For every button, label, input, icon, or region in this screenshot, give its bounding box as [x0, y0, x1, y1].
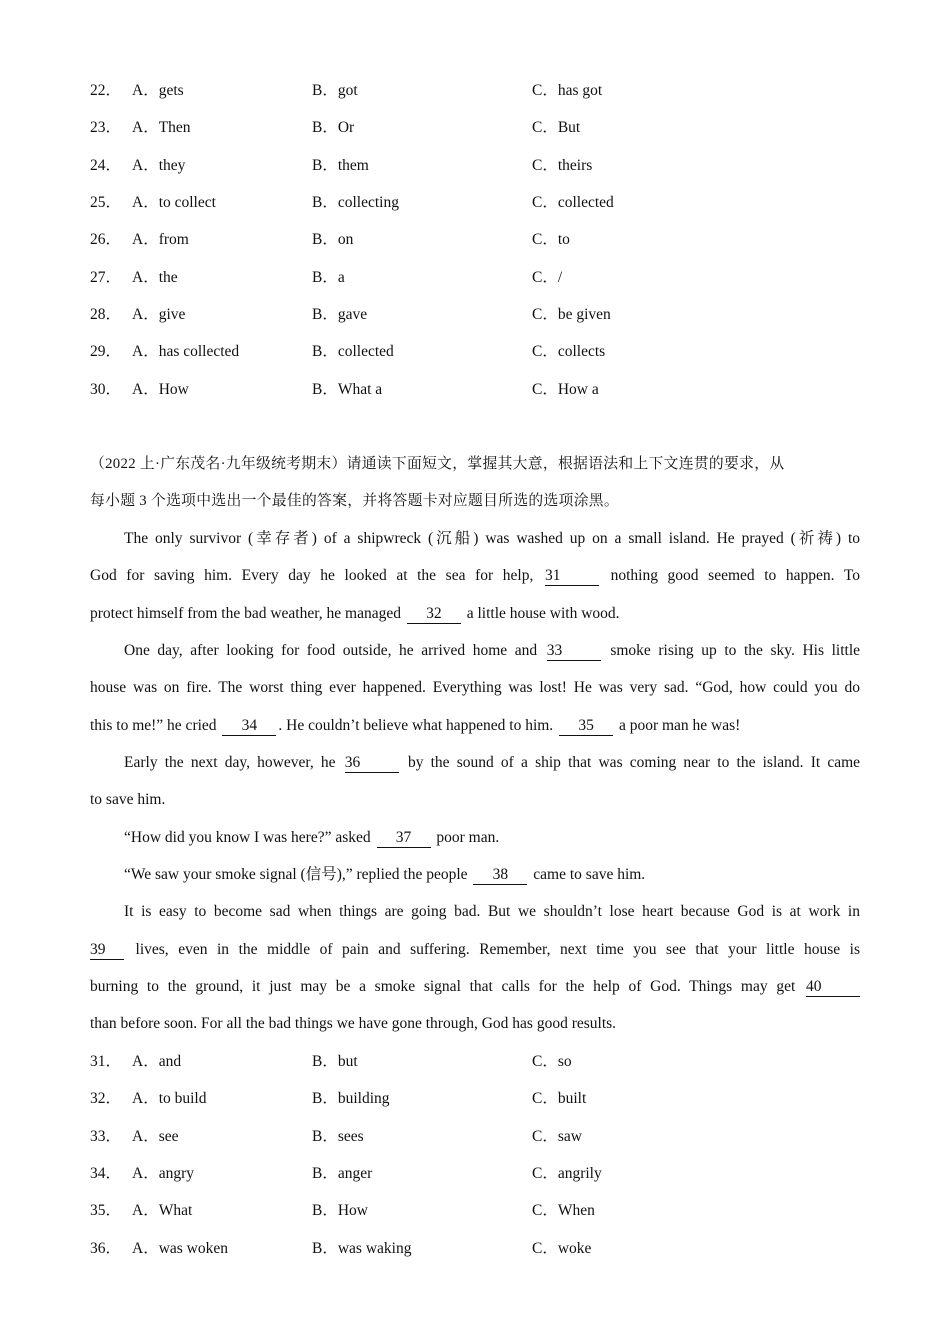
- option-c: C．angrily: [532, 1165, 602, 1182]
- option-b: B．on: [312, 231, 354, 248]
- option-b: B．gave: [312, 306, 368, 323]
- passage-text: One day, after looking for food outside, he arrived home and: [124, 642, 538, 659]
- option-c: C．be given: [532, 306, 611, 323]
- question-number: 34．: [90, 1165, 122, 1182]
- question-number: 29．: [90, 343, 122, 360]
- option-a: A．What: [132, 1202, 193, 1219]
- passage-text: a little house with wood.: [466, 605, 620, 622]
- question-number: 23．: [90, 119, 122, 136]
- option-c: C．collected: [532, 194, 614, 211]
- blank-36: 36: [345, 754, 399, 773]
- option-a: A．Then: [132, 119, 191, 136]
- option-b: B．but: [312, 1053, 358, 1070]
- passage-line: [90, 603, 860, 625]
- passage-line: [90, 976, 860, 998]
- passage-text: “We saw your smoke signal (信号),” replied the people: [124, 866, 468, 883]
- option-b: B．sees: [312, 1128, 364, 1145]
- option-b: B．collected: [312, 343, 394, 360]
- option-c: C．has got: [532, 82, 603, 99]
- option-b: B．a: [312, 269, 345, 286]
- option-b: B．anger: [312, 1165, 373, 1182]
- passage-line: [90, 939, 860, 961]
- option-a: A．angry: [132, 1165, 194, 1182]
- question-number: 26．: [90, 231, 122, 248]
- passage-line: to save him.: [90, 791, 166, 808]
- option-a: A．and: [132, 1053, 182, 1070]
- option-c: C．woke: [532, 1240, 592, 1257]
- option-a: A．give: [132, 306, 186, 323]
- passage-line: [124, 640, 860, 662]
- question-number: 24．: [90, 157, 122, 174]
- question-number: 28．: [90, 306, 122, 323]
- passage-text: nothing good seemed to happen. To: [610, 567, 861, 584]
- blank-35: 35: [559, 717, 613, 736]
- option-a: A．gets: [132, 82, 184, 99]
- blank-38: 38: [473, 866, 527, 885]
- option-c: C．theirs: [532, 157, 593, 174]
- question-number: 30．: [90, 381, 122, 398]
- passage-text: Early the next day, however, he: [124, 754, 336, 771]
- passage-line: house was on fire. The worst thing ever happened. Everything was lost! He was very sad. “God, how could you do: [90, 679, 860, 696]
- passage-text: poor man.: [436, 829, 500, 846]
- passage-line: than before soon. For all the bad things we have gone through, God has good results.: [90, 1015, 617, 1032]
- blank-34: 34: [222, 717, 276, 736]
- question-number: 33．: [90, 1128, 122, 1145]
- option-a: A．to build: [132, 1090, 207, 1107]
- question-number: 31．: [90, 1053, 122, 1070]
- option-a: A．the: [132, 269, 178, 286]
- question-number: 32．: [90, 1090, 122, 1107]
- question-number: 27．: [90, 269, 122, 286]
- passage-line: The only survivor (幸存者) of a shipwreck (沉船) was washed up on a small island. He prayed (祈祷) to: [124, 530, 860, 547]
- passage-line: [124, 752, 860, 774]
- passage-text: God for saving him. Every day he looked at the sea for help,: [90, 567, 534, 584]
- option-c: C．But: [532, 119, 581, 136]
- option-c: C．When: [532, 1202, 595, 1219]
- passage-text: burning to the ground, it just may be a smoke signal that calls for the help of God. Things may get: [90, 978, 796, 995]
- option-b: B．building: [312, 1090, 390, 1107]
- blank-37: 37: [377, 829, 431, 848]
- passage-line: [90, 715, 860, 737]
- passage-text: a poor man he was!: [618, 717, 741, 734]
- passage-text: . He couldn’t believe what happened to him.: [278, 717, 554, 734]
- option-b: B．Or: [312, 119, 355, 136]
- passage-text: protect himself from the bad weather, he managed: [90, 605, 401, 622]
- question-number: 35．: [90, 1202, 122, 1219]
- option-b: B．What a: [312, 381, 383, 398]
- question-number: 36．: [90, 1240, 122, 1257]
- blank-32: 32: [407, 605, 461, 624]
- option-b: B．got: [312, 82, 358, 99]
- blank-33: 33: [547, 642, 601, 661]
- option-c: C．/: [532, 269, 563, 286]
- passage-text: came to save him.: [533, 866, 646, 883]
- option-a: A．from: [132, 231, 189, 248]
- instruction-line: （2022 上·广东茂名·九年级统考期末）请通读下面短文，掌握其大意，根据语法和上下文连贯的要求，从: [90, 456, 785, 472]
- option-a: A．see: [132, 1128, 179, 1145]
- option-a: A．How: [132, 381, 189, 398]
- option-c: C．How a: [532, 381, 599, 398]
- passage-line: [124, 864, 860, 886]
- passage-text: “How did you know I was here?” asked: [124, 829, 371, 846]
- option-a: A．was woken: [132, 1240, 228, 1257]
- passage-text: by the sound of a ship that was coming near to the island. It came: [407, 754, 861, 771]
- option-a: A．to collect: [132, 194, 216, 211]
- passage-text: smoke rising up to the sky. His little: [610, 642, 861, 659]
- question-number: 22．: [90, 82, 122, 99]
- blank-40: 40: [806, 978, 860, 997]
- option-a: A．they: [132, 157, 186, 174]
- blank-31: 31: [545, 567, 599, 586]
- blank-39: 39: [90, 941, 124, 960]
- question-number: 25．: [90, 194, 122, 211]
- option-c: C．built: [532, 1090, 587, 1107]
- option-b: B．collecting: [312, 194, 399, 211]
- option-b: B．them: [312, 157, 369, 174]
- passage-text: lives, even in the middle of pain and suffering. Remember, next time you see that your little house is: [135, 941, 861, 958]
- option-c: C．collects: [532, 343, 606, 360]
- passage-line: [90, 565, 860, 587]
- passage-line: [124, 827, 860, 849]
- option-c: C．saw: [532, 1128, 582, 1145]
- option-b: B．How: [312, 1202, 368, 1219]
- option-a: A．has collected: [132, 343, 240, 360]
- option-c: C．to: [532, 231, 570, 248]
- passage-text: this to me!” he cried: [90, 717, 217, 734]
- passage-line: It is easy to become sad when things are going bad. But we shouldn’t lose heart because God is at work in: [124, 903, 860, 920]
- instruction-line: 每小题 3 个选项中选出一个最佳的答案，并将答题卡对应题目所选的选项涂黑。: [90, 493, 619, 509]
- option-b: B．was waking: [312, 1240, 412, 1257]
- option-c: C．so: [532, 1053, 572, 1070]
